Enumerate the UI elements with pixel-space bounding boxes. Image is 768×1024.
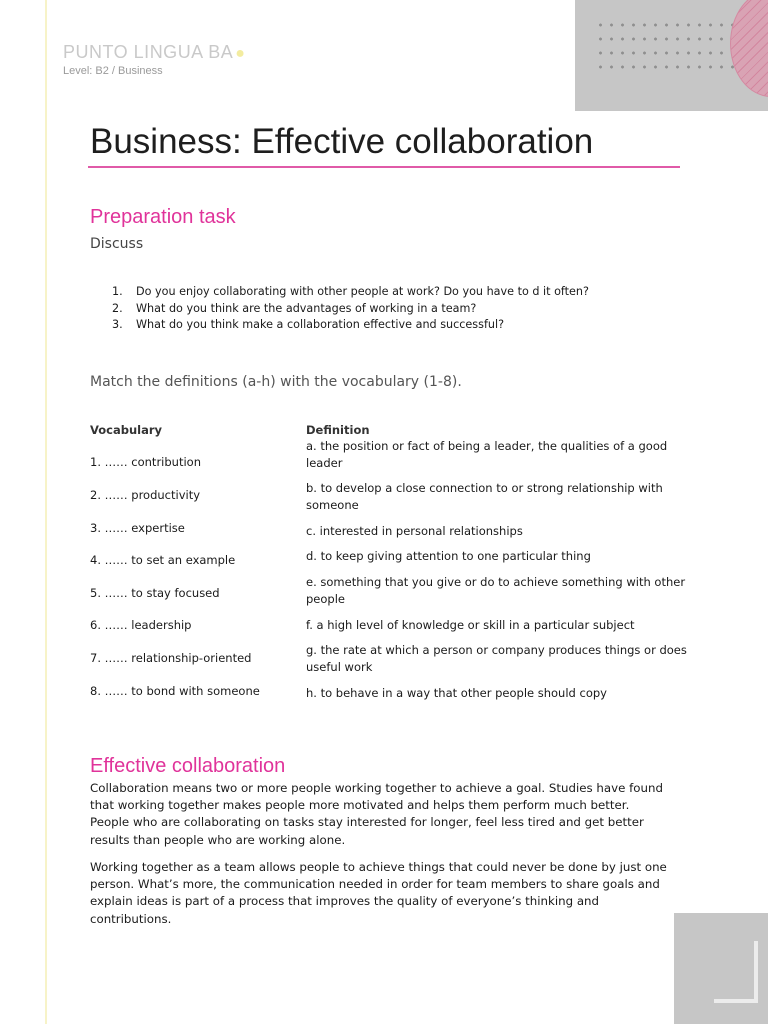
- vocab-item: 5. …… to stay focused: [90, 586, 220, 600]
- brand-dot-icon: ●: [235, 45, 246, 62]
- question-number: 2.: [112, 301, 123, 315]
- question-item: [112, 317, 589, 334]
- vocab-item: 3. …… expertise: [90, 521, 185, 535]
- vocab-item: 6. …… leadership: [90, 618, 192, 632]
- vocab-item: 4. …… to set an example: [90, 553, 236, 567]
- question-text: Do you enjoy collaborating with other people at work? Do you have to d it often?: [136, 285, 589, 298]
- vocab-item: 7. …… relationship-oriented: [90, 651, 252, 665]
- bracket-decoration: [714, 941, 758, 1003]
- discuss-label: Discuss: [90, 236, 144, 252]
- brand-name: [63, 42, 245, 63]
- effective-collaboration-heading: Effective collaboration: [90, 755, 286, 777]
- definition-item: c. interested in personal relationships: [306, 524, 523, 538]
- question-text: What do you think make a collaboration effective and successful?: [136, 318, 505, 331]
- definition-item: b. to develop a close connection to or strong relationship with someone: [306, 481, 663, 512]
- question-item: [112, 284, 589, 301]
- question-text: What do you think are the advantages of working in a team?: [136, 301, 477, 315]
- question-number: 1.: [112, 285, 123, 298]
- vocab-item: 8. …… to bond with someone: [90, 684, 260, 698]
- level-label: Level: B2 / Business: [63, 65, 163, 77]
- definition-item: d. to keep giving attention to one particular thing: [306, 549, 591, 563]
- preparation-heading: Preparation task: [90, 206, 236, 228]
- brand-text: PUNTO LINGUA BA: [63, 42, 234, 62]
- margin-line: [45, 0, 47, 1024]
- question-item: [112, 301, 589, 318]
- definition-item: g. the rate at which a person or company produces things or does useful work: [306, 643, 687, 674]
- body-paragraph: Working together as a team allows people to achieve things that could never be done by just one person. What’s more, the communication needed in order for team members to share goals and explain ideas is part of a process that improves the quality of everyone’s thinking and contributions.: [90, 860, 667, 926]
- question-number: 3.: [112, 318, 123, 331]
- definition-item: f. a high level of knowledge or skill in a particular subject: [306, 618, 635, 632]
- vocab-item: 2. …… productivity: [90, 488, 201, 502]
- discussion-questions: [112, 284, 589, 334]
- vocab-item: 1. …… contribution: [90, 455, 201, 469]
- definition-header: Definition: [306, 423, 370, 437]
- definition-item: e. something that you give or do to achieve something with other people: [306, 575, 686, 606]
- striped-circle-decoration: [730, 0, 768, 97]
- definition-item: h. to behave in a way that other people should copy: [306, 686, 607, 700]
- dot-grid-pattern: [595, 18, 735, 78]
- definition-item: a. the position or fact of being a leader, the qualities of a good leader: [306, 439, 668, 470]
- page-title: Business: Effective collaboration: [90, 122, 594, 161]
- matching-instruction: Match the definitions (a-h) with the vocabulary (1-8).: [90, 374, 462, 390]
- corner-decoration-top: [575, 0, 768, 111]
- title-underline: [88, 166, 680, 168]
- brand-header: [63, 42, 245, 77]
- corner-decoration-bottom: [674, 913, 768, 1024]
- vocabulary-header: Vocabulary: [90, 423, 163, 437]
- body-paragraph: Collaboration means two or more people working together to achieve a goal. Studies have found that working together makes people more motivated and helps them perform much better. People who are collaborating on tasks stay interested for longer, feel less tired and get better results than people who are working alone.: [90, 781, 663, 847]
